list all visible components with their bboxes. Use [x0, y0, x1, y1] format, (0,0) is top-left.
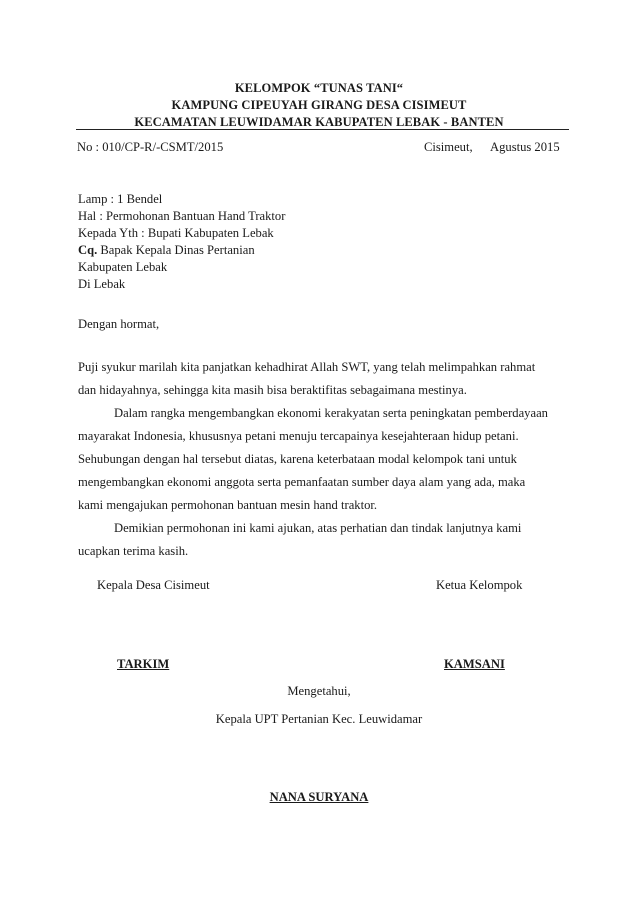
body-line: kami mengajukan permohonan bantuan mesin hand traktor.	[78, 498, 378, 512]
attachment-line: Lamp : 1 Bendel	[78, 192, 163, 206]
location-line: Di Lebak	[78, 277, 126, 291]
village-head-title: Kepala Desa Cisimeut	[97, 578, 210, 592]
body-line: Demikian permohonan ini kami ajukan, atas perhatian dan tindak lanjutnya kami	[114, 521, 522, 535]
header-divider	[76, 129, 569, 130]
body-line: mengembangkan ekonomi anggota serta pemanfaatan sumber daya alam yang ada, maka	[78, 475, 526, 489]
village-address: KAMPUNG CIPEUYAH GIRANG DESA CISIMEUT	[171, 98, 467, 112]
cq-line	[78, 243, 255, 258]
cq-text: Bapak Kepala Dinas Pertanian	[97, 243, 255, 257]
group-leader-title: Ketua Kelompok	[436, 578, 523, 592]
body-line: Puji syukur marilah kita panjatkan kehadhirat Allah SWT, yang telah melimpahkan rahmat	[78, 360, 536, 374]
letter-date: Agustus 2015	[490, 140, 560, 154]
group-leader-name: KAMSANI	[444, 657, 505, 671]
letter-place: Cisimeut,	[424, 140, 473, 154]
greeting: Dengan hormat,	[78, 317, 160, 331]
body-line: dan hidayahnya, sehingga kita masih bisa beraktifitas sebagaimana mestinya.	[78, 383, 467, 397]
regency-line: Kabupaten Lebak	[78, 260, 168, 274]
body-line: Sehubungan dengan hal tersebut diatas, karena keterbataan modal kelompok tani untuk	[78, 452, 517, 466]
body-line: ucapkan terima kasih.	[78, 544, 189, 558]
acknowledged-label: Mengetahui,	[287, 684, 351, 698]
recipient-line: Kepada Yth : Bupati Kabupaten Lebak	[78, 226, 274, 240]
village-head-name: TARKIM	[117, 657, 170, 671]
upt-head-name: NANA SURYANA	[269, 790, 369, 804]
district-address: KECAMATAN LEUWIDAMAR KABUPATEN LEBAK - BANTEN	[134, 115, 504, 129]
subject-line: Hal : Permohonan Bantuan Hand Traktor	[78, 209, 286, 223]
body-line: mayarakat Indonesia, khususnya petani menuju tercapainya kesejahteraan hidup petani.	[78, 429, 519, 443]
group-name: KELOMPOK “TUNAS TANI“	[234, 81, 404, 95]
cq-label: Cq.	[78, 243, 98, 257]
body-line: Dalam rangka mengembangkan ekonomi kerakyatan serta peningkatan pemberdayaan	[114, 406, 548, 420]
upt-head-title: Kepala UPT Pertanian Kec. Leuwidamar	[215, 712, 423, 726]
letter-number: No : 010/CP-R/-CSMT/2015	[77, 140, 224, 154]
